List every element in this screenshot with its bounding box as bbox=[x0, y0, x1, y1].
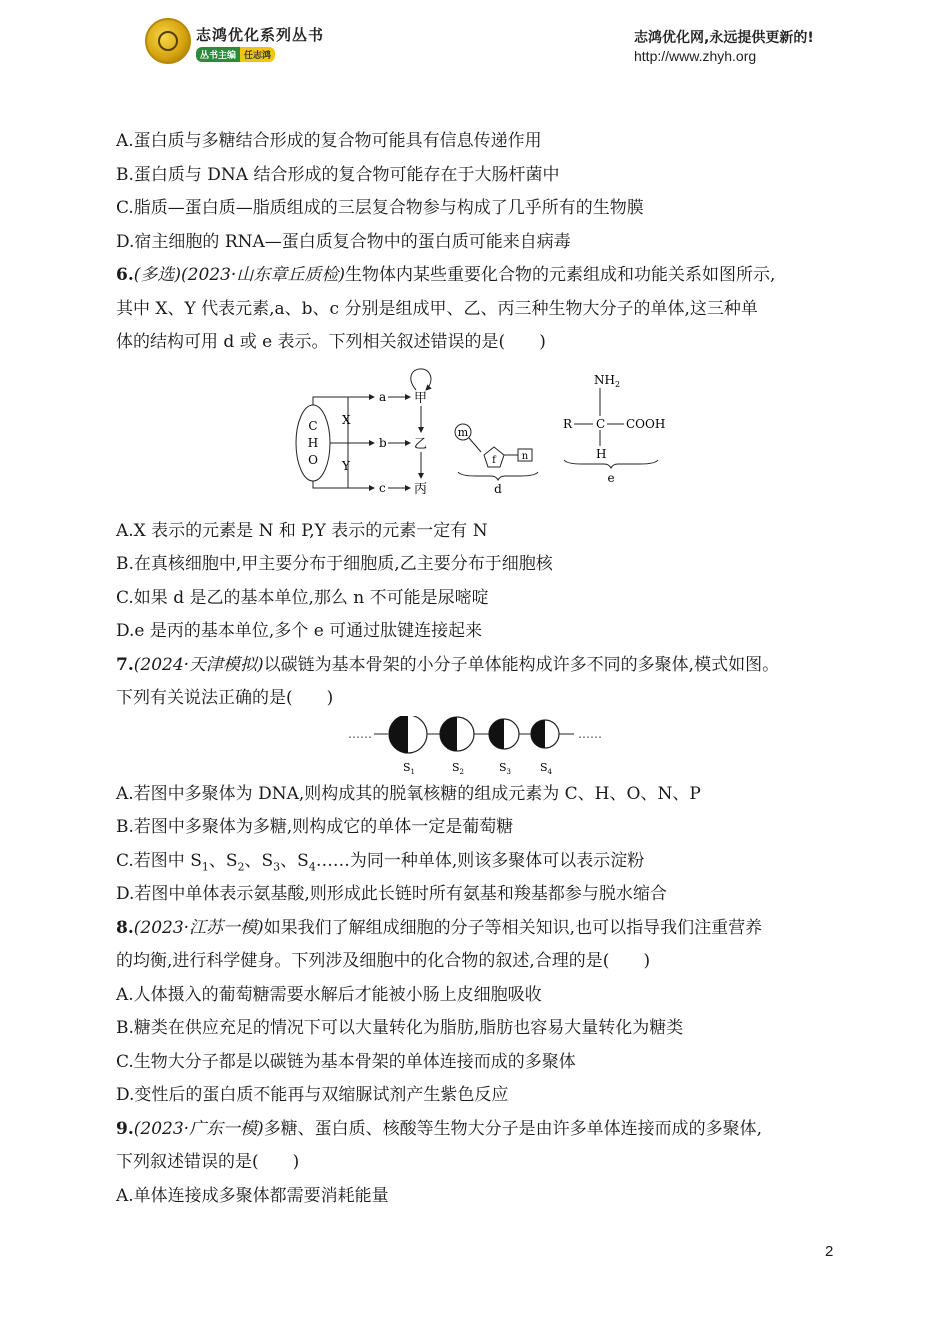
q7-stem-text-1: 以碳链为基本骨架的小分子单体能构成许多不同的多聚体,模式如图。 bbox=[263, 654, 780, 675]
q6-stem-line-1 bbox=[116, 259, 841, 293]
q8-option-a: A.人体摄入的葡萄糖需要水解后才能被小肠上皮细胞吸收 bbox=[116, 984, 542, 1005]
question-content bbox=[116, 125, 841, 1213]
q8-option-c: C.生物大分子都是以碳链为基本骨架的单体连接而成的多聚体 bbox=[116, 1051, 576, 1072]
q8-stem-line-2: 的均衡,进行科学健身。下列涉及细胞中的化合物的叙述,合理的是( ) bbox=[116, 951, 651, 971]
label-s2: $S_2$ bbox=[452, 760, 465, 776]
e-central-c: C bbox=[596, 416, 606, 431]
y-label: Y bbox=[342, 458, 350, 473]
d-part-f: f bbox=[492, 454, 496, 466]
site-slogan: 志鸿优化网,永远提供更新的! bbox=[634, 30, 814, 46]
editor-credit bbox=[196, 47, 275, 61]
e-nh2: $NH_2$ bbox=[594, 372, 621, 389]
q7-source: (2024·天津模拟) bbox=[133, 654, 264, 675]
q7c-s4: S bbox=[297, 850, 309, 871]
q8-option-b: B.糖类在供应充足的情况下可以大量转化为脂肪,脂肪也容易大量转化为糖类 bbox=[116, 1018, 684, 1038]
q5-option-d: D.宿主细胞的 RNA—蛋白质复合物中的蛋白质可能来自病毒 bbox=[116, 231, 571, 252]
e-cooh: COOH bbox=[626, 416, 666, 431]
q7-option-c: C.若图中 $S_1$、$S_2$、$S_3$、$S_4\dots\dots$为同一种单体,则该多聚体可以表示淀粉 bbox=[116, 850, 645, 873]
q9-stem-text-1: 多糖、蛋白质、核酸等生物大分子是由许多单体连接而成的多聚体, bbox=[263, 1118, 763, 1139]
series-title: 志鸿优化系列丛书 bbox=[196, 26, 325, 44]
element-o: O bbox=[308, 452, 318, 467]
q6-stem-line-2: 其中 X、Y 代表元素,a、b、c 分别是组成甲、乙、丙三种生物大分子的单体,这三种单 bbox=[116, 298, 758, 319]
q8-stem-line-1 bbox=[116, 912, 841, 946]
d-label: d bbox=[494, 481, 502, 496]
q7-stem-line-2: 下列有关说法正确的是( ) bbox=[116, 688, 334, 708]
q7-stem-line-1 bbox=[116, 649, 841, 683]
q5-option-c: C.脂质—蛋白质—脂质组成的三层复合物参与构成了几乎所有的生物膜 bbox=[116, 198, 644, 218]
q6-option-c: C.如果 d 是乙的基本单位,那么 n 不可能是尿嘧啶 bbox=[116, 587, 489, 608]
q7c-sub-2: 2 bbox=[237, 859, 245, 873]
polymer-jia: 甲 bbox=[414, 390, 428, 406]
q7c-s2: S bbox=[225, 850, 238, 871]
label-s3: $S_3$ bbox=[499, 760, 512, 776]
monomer-c: c bbox=[379, 480, 386, 495]
e-hydrogen: H bbox=[596, 446, 607, 461]
q6-stem-line-3: 体的结构可用 d 或 e 表示。下列相关叙述错误的是( ) bbox=[116, 332, 546, 352]
polymer-yi: 乙 bbox=[414, 436, 428, 452]
e-brace bbox=[564, 460, 658, 468]
x-label: X bbox=[342, 412, 351, 427]
q8-option-d: D.变性后的蛋白质不能再与双缩脲试剂产生紫色反应 bbox=[116, 1085, 509, 1105]
q7c-s3: S bbox=[261, 850, 274, 871]
page-header bbox=[0, 0, 950, 80]
e-label: e bbox=[607, 470, 615, 485]
q7c-sub-1: 1 bbox=[201, 859, 209, 873]
q6-figure bbox=[116, 360, 841, 515]
label-s4: $S_4$ bbox=[540, 760, 553, 776]
q9-number: 9. bbox=[116, 1118, 134, 1139]
q8-stem-text-1: 如果我们了解组成细胞的分子等相关知识,也可以指导我们注重营养 bbox=[263, 917, 763, 938]
q6-option-b: B.在真核细胞中,甲主要分布于细胞质,乙主要分布于细胞核 bbox=[116, 554, 553, 574]
q6-stem-text-1: 生物体内某些重要化合物的元素组成和功能关系如图所示, bbox=[344, 265, 776, 285]
monomer-s3 bbox=[489, 719, 519, 749]
q7c-prefix: C.若图中 S bbox=[116, 850, 202, 871]
q8-number: 8. bbox=[116, 917, 134, 938]
q7c-suffix: ……为同一种单体,则该多聚体可以表示淀粉 bbox=[315, 850, 645, 871]
q5-option-a: A.蛋白质与多糖结合形成的复合物可能具有信息传递作用 bbox=[116, 131, 542, 151]
q7-figure-svg bbox=[116, 716, 841, 778]
q7c-sub-4: 4 bbox=[308, 859, 316, 873]
q7-option-b: B.若图中多聚体为多糖,则构成它的单体一定是葡萄糖 bbox=[116, 817, 514, 837]
site-url-link[interactable]: http://www.zhyh.org bbox=[634, 48, 757, 64]
q9-stem-line-2: 下列叙述错误的是( ) bbox=[116, 1152, 300, 1172]
q7-figure bbox=[116, 716, 841, 778]
q6-source: (多选)(2023·山东章丘质检) bbox=[133, 265, 345, 285]
q7c-sub-3: 3 bbox=[273, 859, 281, 873]
q7-number: 7. bbox=[116, 654, 134, 675]
q9-option-a: A.单体连接成多聚体都需要消耗能量 bbox=[116, 1185, 389, 1206]
q7-option-a: A.若图中多聚体为 DNA,则构成其的脱氧核糖的组成元素为 C、H、O、N、P bbox=[116, 783, 701, 804]
editor-label: 丛书主编 bbox=[196, 47, 240, 62]
element-c: C bbox=[308, 418, 318, 433]
d-part-m: m bbox=[457, 425, 469, 439]
page-number: 2 bbox=[825, 1243, 834, 1260]
monomer-b: b bbox=[379, 435, 387, 450]
q6-number: 6. bbox=[116, 265, 134, 285]
d-brace bbox=[458, 472, 538, 480]
q9-source: (2023·广东一模) bbox=[133, 1118, 264, 1139]
polymer-bing: 丙 bbox=[414, 481, 428, 497]
q7-option-d: D.若图中单体表示氨基酸,则形成此长链时所有氨基和羧基都参与脱水缩合 bbox=[116, 884, 667, 904]
q8-source: (2023·江苏一模) bbox=[133, 917, 264, 938]
monomer-s2 bbox=[440, 717, 474, 751]
q6-option-d: D.e 是丙的基本单位,多个 e 可通过肽键连接起来 bbox=[116, 621, 483, 641]
q9-stem-line-1 bbox=[116, 1113, 841, 1147]
editor-name: 任志鸿 bbox=[240, 47, 275, 62]
monomer-s1 bbox=[389, 716, 427, 753]
monomer-s4 bbox=[531, 720, 559, 748]
monomer-a: a bbox=[379, 389, 387, 404]
chain-dots-left: …… bbox=[348, 726, 372, 741]
chain-dots-right: …… bbox=[578, 726, 602, 741]
q6-option-a: A.X 表示的元素是 N 和 P,Y 表示的元素一定有 N bbox=[116, 520, 488, 541]
q6-figure-svg bbox=[116, 360, 841, 515]
label-s1: $S_1$ bbox=[403, 760, 416, 776]
q5-option-b: B.蛋白质与 DNA 结合形成的复合物可能存在于大肠杆菌中 bbox=[116, 164, 560, 185]
e-r-group: R bbox=[563, 416, 573, 431]
series-logo-icon bbox=[145, 18, 191, 64]
element-h: H bbox=[307, 435, 319, 450]
d-part-n: n bbox=[521, 450, 529, 462]
